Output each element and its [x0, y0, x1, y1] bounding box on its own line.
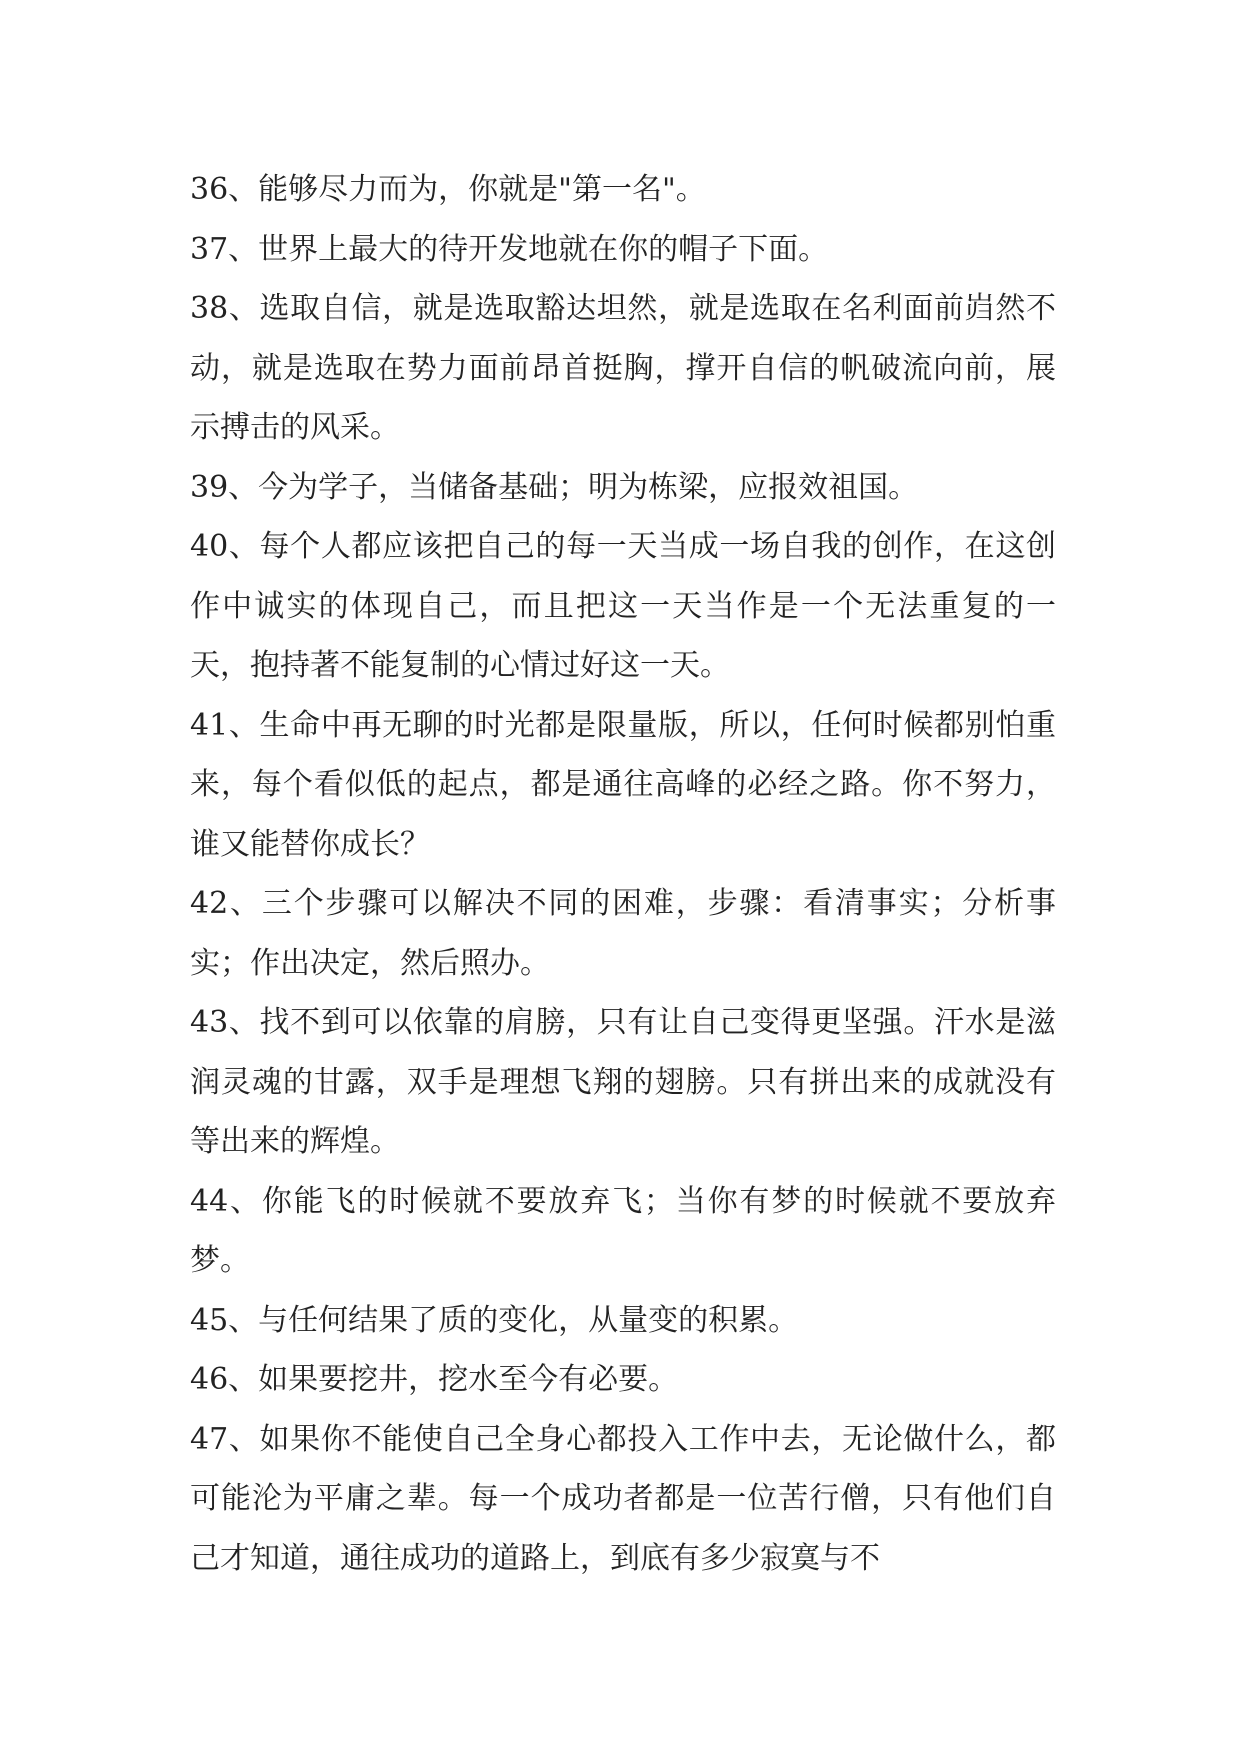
quote-entry-41: 41、生命中再无聊的时光都是限量版，所以，任何时候都别怕重来，每个看似低的起点，都是通往高峰的必经之路。你不努力，谁又能替你成长？ — [190, 707, 1056, 862]
quote-entry-44: 44、你能飞的时候就不要放弃飞；当你有梦的时候就不要放弃梦。 — [190, 1183, 1056, 1278]
document-body — [190, 160, 1056, 1588]
quote-entry-39: 39、今为学子，当储备基础；明为栋梁，应报效祖国。 — [190, 469, 919, 505]
quote-entry-42: 42、三个步骤可以解决不同的困难，步骤：看清事实；分析事实；作出决定，然后照办。 — [190, 886, 1056, 981]
quote-entry-47: 47、如果你不能使自己全身心都投入工作中去，无论做什么，都可能沦为平庸之辈。每一个成功者都是一位苦行僧，只有他们自己才知道，通往成功的道路上，到底有多少寂寞与不 — [190, 1421, 1056, 1576]
quote-entry-36: 36、能够尽力而为，你就是"第一名"。 — [190, 172, 706, 207]
quote-entry-43: 43、找不到可以依靠的肩膀，只有让自己变得更坚强。汗水是滋润灵魂的甘露，双手是理想飞翔的翅膀。只有拼出来的成就没有等出来的辉煌。 — [190, 1005, 1056, 1159]
quote-entry-46: 46、如果要挖井，挖水至今有必要。 — [190, 1362, 679, 1397]
quote-entry-38: 38、选取自信，就是选取豁达坦然，就是选取在名利面前岿然不动，就是选取在势力面前昂首挺胸，撑开自信的帆破流向前，展示搏击的风采。 — [190, 291, 1056, 445]
quote-entry-40: 40、每个人都应该把自己的每一天当成一场自我的创作，在这创作中诚实的体现自己，而且把这一天当作是一个无法重复的一天，抱持著不能复制的心情过好这一天。 — [190, 529, 1056, 683]
quote-entry-37: 37、世界上最大的待开发地就在你的帽子下面。 — [190, 231, 829, 267]
quote-entry-45: 45、与任何结果了质的变化，从量变的积累。 — [190, 1302, 799, 1338]
